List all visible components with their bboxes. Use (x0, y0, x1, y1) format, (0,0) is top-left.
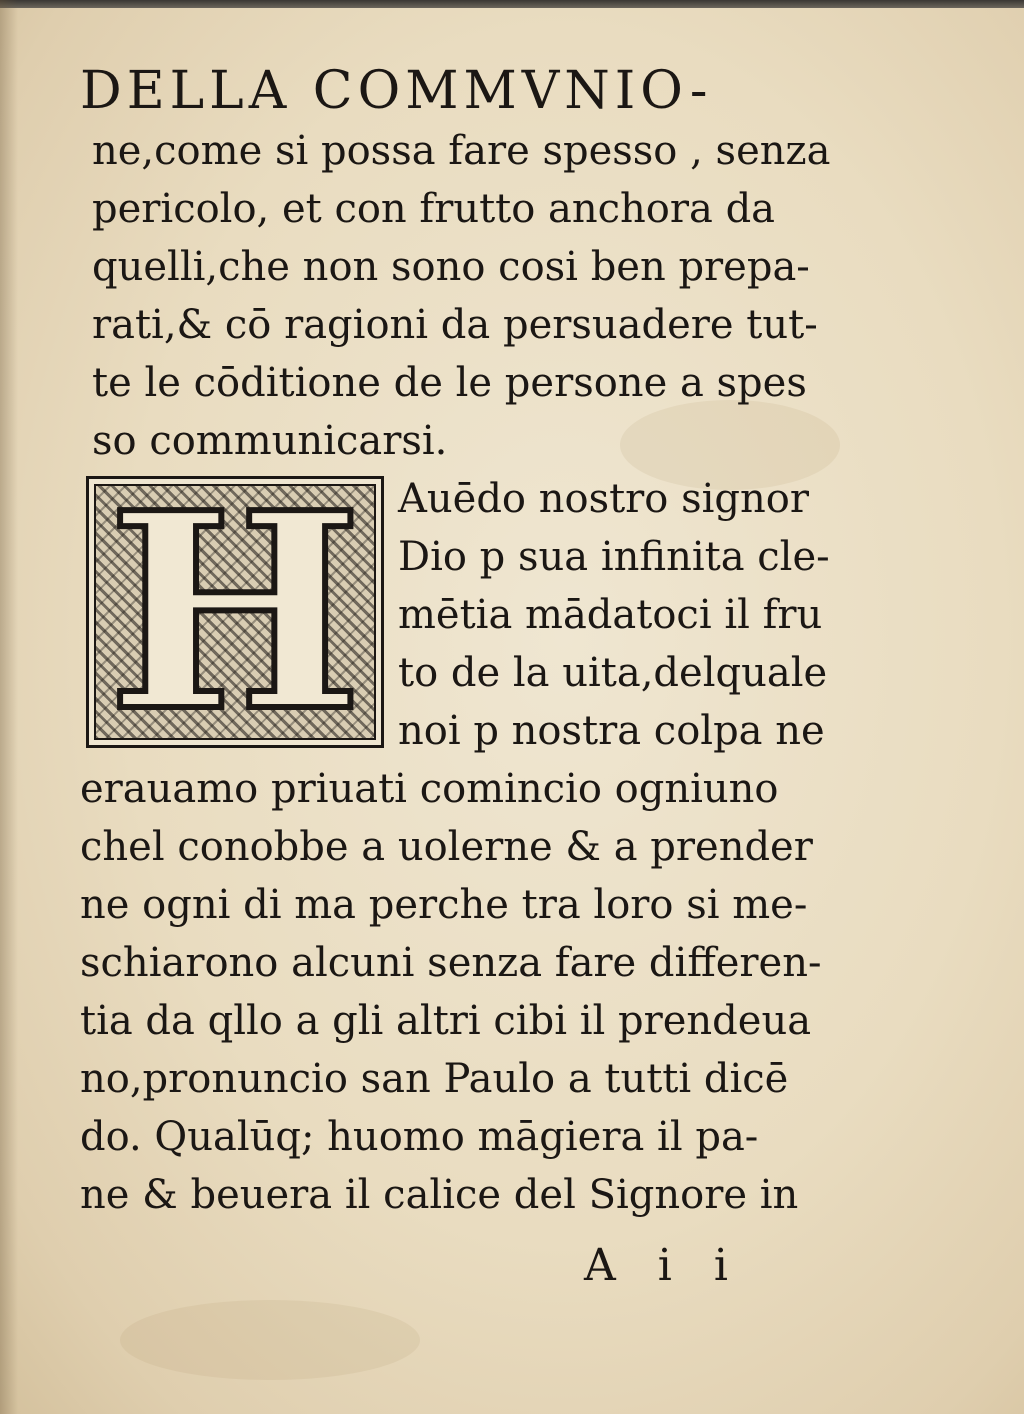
page-top-edge (0, 0, 1024, 8)
decorated-initial-letter: H (107, 476, 363, 748)
intro-line: ne,come si possa fare spesso , senza (92, 128, 831, 174)
body-line: tia da qllo a gli altri cibi il prendeua (80, 998, 812, 1044)
chapter-intro (80, 122, 880, 470)
text-block (80, 60, 880, 1224)
body-line: no,pronuncio san Paulo a tutti dicē (80, 1056, 789, 1102)
body-line: Auēdo nostro signor (398, 476, 809, 522)
paper-stain (120, 1300, 420, 1380)
initial-lines (398, 470, 830, 760)
intro-line: so communicarsi. (92, 418, 448, 464)
intro-line: te le cōditione de le persone a spes (92, 360, 807, 406)
initial-paragraph (80, 470, 880, 760)
body-line: ne ogni di ma perche tra loro si me- (80, 882, 808, 928)
intro-line: pericolo, et con frutto anchora da (92, 186, 776, 232)
body-line: mētia mādatoci il fru (398, 592, 823, 638)
body-line: schiarono alcuni senza fare differen- (80, 940, 822, 986)
body-line: to de la uita,delquale (398, 650, 828, 696)
body-line: erauamo priuati comincio ogniuno (80, 766, 779, 812)
body-line: chel conobbe a uolerne & a prender (80, 824, 813, 870)
body-text (80, 760, 880, 1224)
decorated-initial (86, 476, 384, 748)
body-line: ne & beuera il calice del Signore in (80, 1172, 799, 1218)
intro-line: quelli,che non sono cosi ben prepa- (92, 244, 810, 290)
chapter-heading: DELLA COMMVNIO- (80, 61, 713, 121)
body-line: noi p nostra colpa ne (398, 708, 825, 754)
signature-mark: A i i (584, 1240, 742, 1291)
body-line: Dio p sua infinita cle- (398, 534, 830, 580)
page-gutter-shadow (0, 0, 18, 1414)
intro-line: rati,& cō ragioni da persuadere tut- (92, 302, 818, 348)
body-line: do. Qualūq; huomo māgiera il pa- (80, 1114, 759, 1160)
